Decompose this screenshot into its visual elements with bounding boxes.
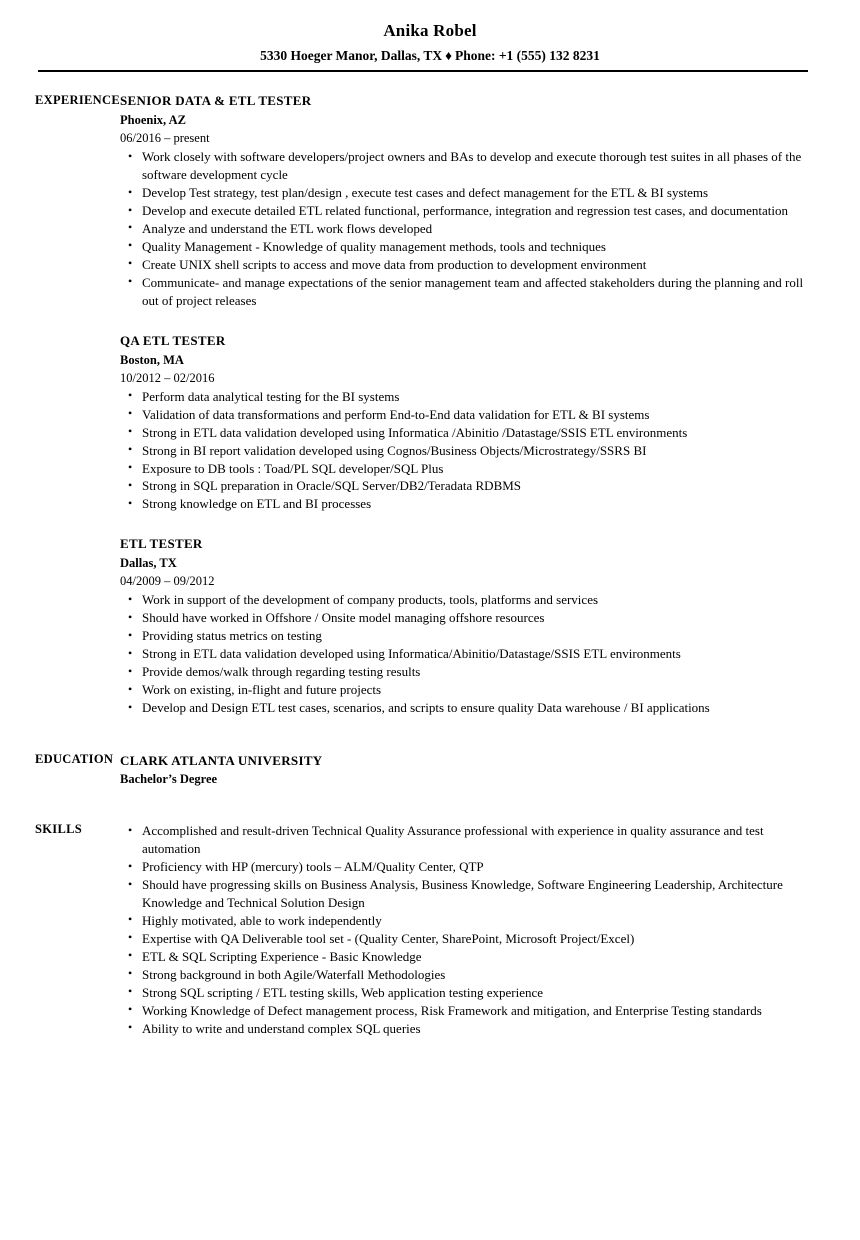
bullet-item: • Strong in BI report validation developed using Cognos/Business Objects/Microstrategy/SSRS BI xyxy=(120,442,816,460)
section-label-experience: EXPERIENCE xyxy=(35,93,120,108)
skills-section xyxy=(0,821,860,1037)
candidate-phone: Phone: +1 (555) 132 8231 xyxy=(454,48,600,64)
job-bullet-list xyxy=(120,148,816,309)
section-label-education: EDUCATION xyxy=(35,751,114,766)
bullet-item: • Validation of data transformations and perform End-to-End data validation for ETL & BI systems xyxy=(120,406,816,424)
bullet-item: • Develop and execute detailed ETL related functional, performance, integration and regression test cases, and documentation xyxy=(120,202,816,220)
bullet-item: • Exposure to DB tools : Toad/PL SQL developer/SQL Plus xyxy=(120,460,816,478)
job-bullet-list xyxy=(120,388,816,514)
bullet-item: • Communicate- and manage expectations of the senior management team and affected stakeholders during the planning and roll out of project releases xyxy=(120,274,816,310)
education-body xyxy=(120,751,860,789)
job-title: QA ETL TESTER xyxy=(120,332,226,348)
job-location: Boston, MA xyxy=(120,352,184,367)
candidate-contact-line xyxy=(0,48,860,65)
diamond-separator-icon: ♦ xyxy=(445,48,452,64)
bullet-item: • Strong SQL scripting / ETL testing skills, Web application testing experience xyxy=(120,984,816,1002)
candidate-address: 5330 Hoeger Manor, Dallas, TX xyxy=(260,48,443,64)
bullet-item: • Provide demos/walk through regarding testing results xyxy=(120,663,816,681)
education-degree: Bachelor’s Degree xyxy=(120,772,218,787)
job-title: SENIOR DATA & ETL TESTER xyxy=(120,93,312,109)
skills-bullet-list xyxy=(120,822,816,1037)
bullet-item: • Working Knowledge of Defect management process, Risk Framework and mitigation, and Enterprise Testing standards xyxy=(120,1002,816,1020)
bullet-item: • Proficiency with HP (mercury) tools – ALM/Quality Center, QTP xyxy=(120,858,816,876)
job-entry xyxy=(120,92,816,310)
bullet-item: • Strong knowledge on ETL and BI processes xyxy=(120,495,816,513)
bullet-item: • Highly motivated, able to work independently xyxy=(120,912,816,930)
job-dates: 10/2012 – 02/2016 xyxy=(120,370,215,385)
job-dates: 06/2016 – present xyxy=(120,131,210,146)
bullet-item: • Work on existing, in-flight and future projects xyxy=(120,681,816,699)
bullet-item: • Ability to write and understand complex SQL queries xyxy=(120,1020,816,1038)
bullet-item: • Perform data analytical testing for the BI systems xyxy=(120,388,816,406)
bullet-item: • Expertise with QA Deliverable tool set - (Quality Center, SharePoint, Microsoft Project/Excel) xyxy=(120,930,816,948)
candidate-name: Anika Robel xyxy=(383,21,477,40)
bullet-item: • Should have worked in Offshore / Onsite model managing offshore resources xyxy=(120,609,816,627)
bullet-item: • Should have progressing skills on Business Analysis, Business Knowledge, Software Engineering Leadership, Architecture Knowledge and Technical Solution Design xyxy=(120,876,816,912)
bullet-item: • Develop and Design ETL test cases, scenarios, and scripts to ensure quality Data warehouse / BI applications xyxy=(120,699,816,717)
experience-section xyxy=(0,92,860,717)
bullet-item: • Strong background in both Agile/Waterfall Methodologies xyxy=(120,966,816,984)
resume-header xyxy=(0,0,860,72)
job-bullet-list xyxy=(120,591,816,717)
header-divider xyxy=(38,70,808,72)
skills-body xyxy=(120,821,860,1037)
bullet-item: • Analyze and understand the ETL work flows developed xyxy=(120,220,816,238)
job-title: ETL TESTER xyxy=(120,536,203,552)
bullet-item: • ETL & SQL Scripting Experience - Basic Knowledge xyxy=(120,948,816,966)
bullet-item: • Work closely with software developers/project owners and BAs to develop and execute thorough test suites in all phases of the software development cycle xyxy=(120,148,816,184)
job-location: Phoenix, AZ xyxy=(120,112,186,127)
bullet-item: • Strong in SQL preparation in Oracle/SQL Server/DB2/Teradata RDBMS xyxy=(120,477,816,495)
job-location: Dallas, TX xyxy=(120,556,177,571)
education-school: CLARK ATLANTA UNIVERSITY xyxy=(120,752,323,768)
education-section xyxy=(0,751,860,789)
bullet-item: • Work in support of the development of company products, tools, platforms and services xyxy=(120,591,816,609)
bullet-item: • Develop Test strategy, test plan/design , execute test cases and defect management for the ETL & BI systems xyxy=(120,184,816,202)
section-label-skills: SKILLS xyxy=(35,822,82,837)
bullet-item: • Create UNIX shell scripts to access and move data from production to development environment xyxy=(120,256,816,274)
bullet-item: • Quality Management - Knowledge of quality management methods, tools and techniques xyxy=(120,238,816,256)
bullet-item: • Accomplished and result-driven Technical Quality Assurance professional with experience in quality assurance and test automation xyxy=(120,822,816,858)
job-entry xyxy=(120,332,816,514)
job-entry xyxy=(120,535,816,717)
job-dates: 04/2009 – 09/2012 xyxy=(120,574,215,589)
experience-body xyxy=(120,92,860,717)
bullet-item: • Providing status metrics on testing xyxy=(120,627,816,645)
bullet-item: • Strong in ETL data validation developed using Informatica/Abinitio/Datastage/SSIS ETL environments xyxy=(120,645,816,663)
bullet-item: • Strong in ETL data validation developed using Informatica /Abinitio /Datastage/SSIS ETL environments xyxy=(120,424,816,442)
